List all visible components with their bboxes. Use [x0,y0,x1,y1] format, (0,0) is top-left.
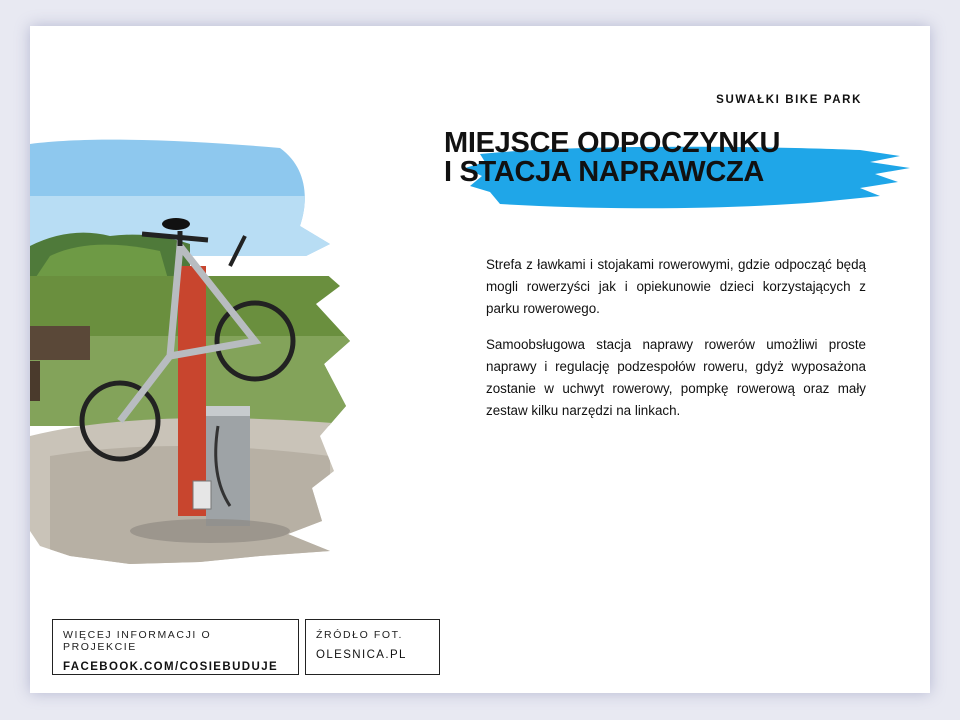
description-paragraph-1: Strefa z ławkami i stojakami rowerowymi, gdzie odpocząć będą mogli rowerzyści jak i opiekunowie dzieci korzystających z parku rowerowego. [486,257,866,316]
page-title [444,129,780,187]
photo-source-label: ŹRÓDŁO FOT. [316,629,404,641]
project-info-box [52,619,299,675]
photo-source-link[interactable]: OLESNICA.PL [316,649,407,661]
project-info-label: WIĘCEJ INFORMACJI O PROJEKCIE [63,629,212,653]
bike-repair-station-photo [30,136,370,566]
facebook-link[interactable]: FACEBOOK.COM/COSIEBUDUJE [63,661,279,673]
description [486,254,866,436]
title-line-2: I STACJA NAPRAWCZA [444,156,765,188]
title-line-1: MIEJSCE ODPOCZYNKU [444,127,781,159]
project-label: SUWAŁKI BIKE PARK [716,94,862,106]
photo-illustration [30,136,370,566]
description-paragraph-2: Samoobsługowa stacja naprawy rowerów umożliwi proste naprawy i regulację podzespołów roweru, gdyż wyposażona zostanie w uchwyt rowerowy, pompkę rowerową oraz mały zestaw kilku narzędzi na linkach. [486,337,866,418]
photo-source-box [305,619,440,675]
slide-page [30,26,930,693]
